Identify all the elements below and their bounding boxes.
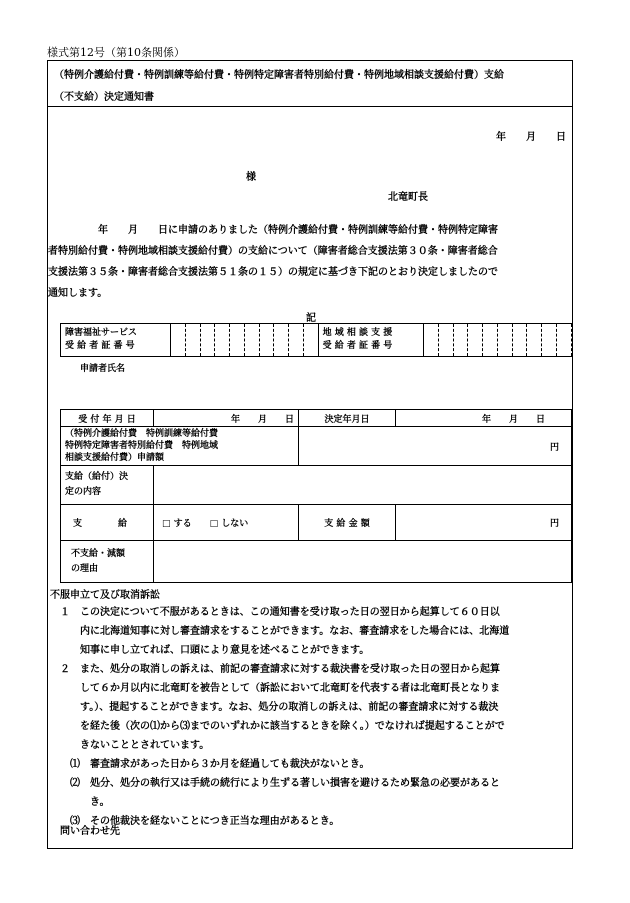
amount-label (61, 427, 299, 466)
body-line: 支援法第３５条・障害者総合支援法第５１条の１５）の規定に基づき下記のとおり決定しましたので (48, 267, 498, 278)
body-line: 者特別給付費・特例地域相談支援給付費）の支給について（障害者総合支援法第３０条・障害者総合 (48, 246, 498, 257)
notice-line: １ この決定について不服があるときは、この通知書を受け取った日の翌日から起算して６０日以 (60, 607, 500, 618)
notice-line: ⑶ その他裁決を経ないことにつき正当な理由があるとき。 (60, 816, 340, 827)
reason-value[interactable] (154, 541, 572, 583)
title-divider (47, 106, 573, 107)
received-date-label: 受 付 年 月 日 (61, 410, 154, 427)
contact-label: 問い合わせ先 (60, 826, 120, 837)
digit-cell[interactable] (244, 324, 259, 357)
applicant-name-label: 申請者氏名 (80, 364, 126, 374)
payment-options[interactable]: □ する □ しない (154, 505, 299, 541)
digit-cell[interactable] (230, 324, 245, 357)
id-number-table (60, 323, 572, 357)
digit-cell[interactable] (468, 324, 483, 357)
issuer-name: 北竜町長 (388, 192, 428, 203)
digit-cell[interactable] (527, 324, 542, 357)
consult-id-label-1: 地 域 相 談 支 援 (322, 328, 393, 338)
service-id-label (61, 324, 171, 357)
ki-heading: 記 (306, 313, 316, 324)
digit-cell[interactable] (424, 324, 439, 357)
digit-cell[interactable] (497, 324, 512, 357)
content-label-2: 定の内容 (65, 487, 102, 497)
notice-line: きないこととされています。 (60, 740, 210, 751)
recipient-honorific: 様 (246, 172, 256, 183)
form-number: 様式第12号（第10条関係） (47, 46, 185, 59)
received-date-value[interactable]: 年 月 日 (154, 410, 299, 427)
body-line: 年 月 日に申請のありました（特例介護給付費・特例訓練等給付費・特例特定障害 (48, 225, 498, 236)
decision-table (60, 409, 572, 583)
notice-line: を経た後（次の⑴から⑶までのいずれかに該当するときを除く。）でなければ提起することがで (60, 721, 505, 732)
digit-cell[interactable] (512, 324, 527, 357)
document-title-line2: （不支給）決定通知書 (54, 92, 154, 103)
amount-label-3: 相談支援給付費）申請額 (65, 453, 165, 463)
decision-date-value[interactable]: 年 月 日 (396, 410, 572, 427)
service-id-label-2: 受 給 者 証 番 号 (65, 341, 135, 351)
decision-date-label: 決定年月日 (299, 410, 396, 427)
notice-line: 知事に申し立てれば、口頭により意見を述べることができます。 (60, 645, 370, 656)
content-label (61, 466, 154, 505)
consult-id-label (318, 324, 424, 357)
digit-cell[interactable] (453, 324, 468, 357)
service-id-label-1: 障害福祉サービス (65, 328, 138, 338)
body-line: 通知します。 (48, 288, 108, 299)
reason-label (61, 541, 154, 583)
digit-cell[interactable] (556, 324, 571, 357)
issue-date: 年 月 日 (496, 132, 566, 143)
amount-label-1: （特例介護給付費 特例訓練等給付費 (65, 429, 219, 439)
digit-cell[interactable] (215, 324, 230, 357)
document-title-line1: （特例介護給付費・特例訓練等給付費・特例特定障害者特別給付費・特例地域相談支援給付費）支給 (54, 70, 504, 81)
notice-line: 内に北海道知事に対し審査請求をすることができます。なお、審査請求をした場合には、北海道 (60, 626, 510, 637)
notice-line: して６か月以内に北竜町を被告として（訴訟において北竜町を代表する者は北竜町長となりま (60, 683, 500, 694)
body-text (48, 220, 498, 304)
content-value[interactable] (154, 466, 572, 505)
notice-line: ２ また、処分の取消しの訴えは、前記の審査請求に対する裁決書を受け取った日の翌日から起算 (60, 664, 500, 675)
digit-cell[interactable] (438, 324, 453, 357)
digit-cell[interactable] (200, 324, 215, 357)
notice-heading: 不服申立て及び取消訴訟 (50, 590, 160, 601)
notice-line: ⑴ 審査請求があった日から３か月を経過しても裁決がないとき。 (60, 759, 370, 770)
digit-cell[interactable] (303, 324, 318, 357)
notice-body (60, 603, 509, 831)
digit-cell[interactable] (259, 324, 274, 357)
notice-line: き。 (60, 797, 110, 808)
payment-amount-value[interactable]: 円 (396, 505, 572, 541)
content-label-1: 支給（給付）決 (65, 472, 129, 482)
notice-line: ⑵ 処分、処分の執行又は手続の続行により生ずる著しい損害を避けるため緊急の必要があると (60, 778, 500, 789)
notice-line: す。）、提起することができます。なお、処分の取消しの訴えは、前記の審査請求に対する裁決 (60, 702, 499, 713)
digit-cell[interactable] (542, 324, 557, 357)
digit-cell[interactable] (185, 324, 200, 357)
amount-label-2: 特例特定障害者特別給付費 特例地域 (65, 441, 219, 451)
digit-cell[interactable] (274, 324, 289, 357)
reason-label-1: 不支給・減額 (71, 548, 126, 559)
consult-id-label-2: 受 給 者 証 番 号 (322, 341, 393, 351)
reason-label-2: の理由 (71, 563, 99, 574)
digit-cell[interactable] (483, 324, 498, 357)
digit-cell[interactable] (289, 324, 304, 357)
payment-amount-label: 支 給 金 額 (299, 505, 396, 541)
digit-cell[interactable] (171, 324, 186, 357)
payment-label: 支 給 (61, 505, 154, 541)
amount-value[interactable]: 円 (299, 427, 572, 466)
